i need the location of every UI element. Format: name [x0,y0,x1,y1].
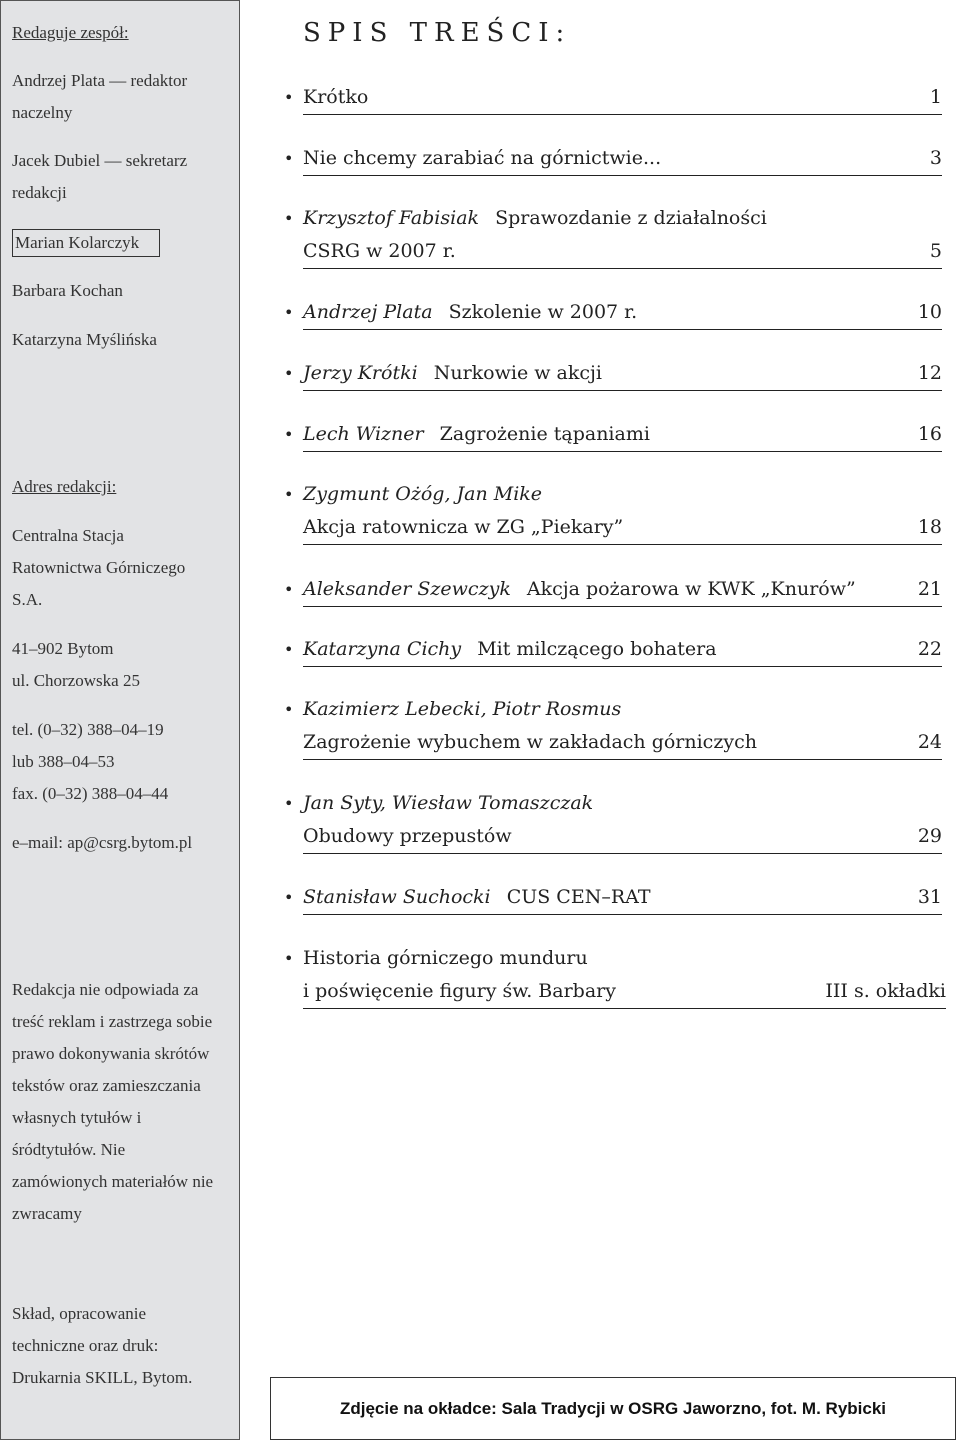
toc-item-title-continued: CSRG w 2007 r. [303,240,456,262]
toc-page-number: 22 [917,638,942,660]
toc-item-title: Nurkowie w akcji [433,362,602,384]
bullet-icon: • [284,425,294,444]
toc-item-author: Lech Wizner [303,423,424,445]
team-member-name: Marian Kolarczyk [12,229,160,257]
toc-item-author: Jan Syty, Wiesław Tomaszczak [303,792,594,814]
editorial-sidebar [0,0,240,1440]
toc-item-title: Mit milczącego bohatera [477,638,717,660]
address-heading: Adres redakcji: [12,477,117,496]
toc-item-title: Nie chcemy zarabiać na górnictwie... [303,147,662,169]
toc-page-number: 29 [917,825,942,847]
toc-page-number: III s. okładki [825,980,946,1002]
toc-item-author: Aleksander Szewczyk [303,578,511,600]
toc-page-number: 16 [917,423,942,445]
toc-item-title: Zagrożenie wybuchem w zakładach górniczych [303,731,757,753]
toc-page-number: 10 [917,301,942,323]
address-city: 41–902 Bytom [12,639,114,658]
toc-title: SPIS TREŚCI: [303,18,572,48]
bullet-icon: • [284,88,294,107]
editorial-team-heading: Redaguje zespół: [12,23,129,42]
bullet-icon: • [284,149,294,168]
bullet-icon: • [284,700,294,719]
toc-page-number: 12 [917,362,942,384]
toc-item-author: Andrzej Plata [303,301,433,323]
team-member: Barbara Kochan [12,281,123,300]
toc-item-title-continued: i poświęcenie figury św. Barbary [303,980,616,1002]
toc-item-title: Sprawozdanie z działalności [495,207,767,229]
toc-item-title: Szkolenie w 2007 r. [448,301,638,323]
toc-item-title: Akcja pożarowa w KWK „Knurów” [526,578,856,600]
bullet-icon: • [284,794,294,813]
team-member: Katarzyna Myślińska [12,330,157,349]
toc-item-title: Historia górniczego munduru [303,947,588,969]
print-credits: Skład, opracowanie techniczne oraz druk: Drukarnia SKILL, Bytom. [12,1304,193,1387]
bullet-icon: • [284,303,294,322]
bullet-icon: • [284,209,294,228]
toc-item-author: Zygmunt Ożóg, Jan Mike [303,483,543,505]
team-member [12,227,234,259]
toc-page-number: 3 [929,147,942,169]
toc-page-number: 18 [917,516,942,538]
toc-item-title: Obudowy przepustów [303,825,512,847]
editorial-disclaimer: Redakcja nie odpowiada za treść reklam i zastrzega sobie prawo dokonywania skrótów tekstów oraz zamieszczania własnych tytułów i śródtytułów. Nie zamówionych materiałów nie zwracamy [12,980,214,1223]
bullet-icon: • [284,364,294,383]
bullet-icon: • [284,640,294,659]
team-member-secretary: Jacek Dubiel — sekretarz redakcji [12,151,188,202]
phone-number: tel. (0–32) 388–04–19 [12,720,164,739]
organization-name: Centralna Stacja Ratownictwa Górniczego S.A. [12,526,186,609]
team-member-editor-in-chief: Andrzej Plata — redaktor naczelny [12,71,188,122]
toc-page-number: 5 [929,240,942,262]
toc-item-title: Zagrożenie tąpaniami [439,423,650,445]
bullet-icon: • [284,580,294,599]
bullet-icon: • [284,888,294,907]
toc-page-number: 1 [929,86,942,108]
address-street: ul. Chorzowska 25 [12,671,140,690]
toc-item-author: Stanisław Suchocki [303,886,491,908]
toc-item-title: Akcja ratownicza w ZG „Piekary” [303,516,624,538]
toc-item-author: Kazimierz Lebecki, Piotr Rosmus [303,698,622,720]
toc-item-title: CUS CEN–RAT [506,886,651,908]
cover-photo-caption: Zdjęcie na okładce: Sala Tradycji w OSRG Jaworzno, fot. M. Rybicki [270,1377,956,1440]
bullet-icon: • [284,485,294,504]
bullet-icon: • [284,949,294,968]
toc-item-author: Katarzyna Cichy [303,638,462,660]
toc-page-number: 21 [917,578,942,600]
toc-page-number: 31 [917,886,942,908]
toc-item-author: Jerzy Krótki [303,362,418,384]
fax-number: fax. (0–32) 388–04–44 [12,784,169,803]
toc-item-title: Krótko [303,86,369,108]
phone-number-alt: lub 388–04–53 [12,752,115,771]
toc-page-number: 24 [917,731,942,753]
email-address: e–mail: ap@csrg.bytom.pl [12,833,193,852]
toc-item-author: Krzysztof Fabisiak [303,207,480,229]
